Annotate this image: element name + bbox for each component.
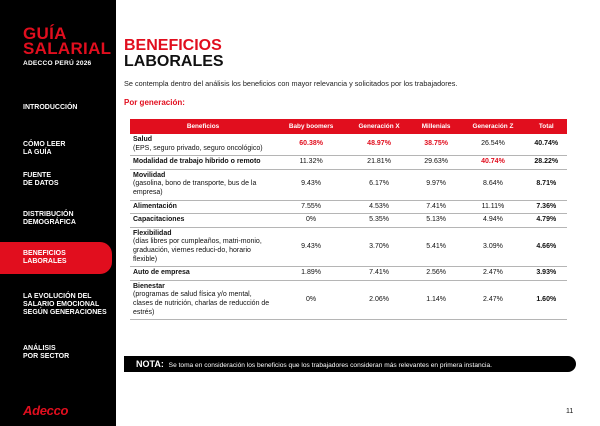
benefit-name: Modalidad de trabajo híbrido o remoto (133, 158, 261, 166)
page-title (124, 38, 224, 70)
page-number: 11 (566, 408, 574, 415)
benefit-cell (130, 227, 276, 266)
benefit-name: Auto de empresa (133, 269, 190, 277)
value-cell: 11.11% (460, 200, 525, 214)
nav-label: ANÁLISIS (23, 345, 56, 352)
total-cell: 4.66% (526, 227, 567, 266)
nav-label: SALARIO EMOCIONAL (23, 301, 100, 308)
total-cell: 4.79% (526, 214, 567, 228)
value-cell: 38.75% (412, 134, 460, 156)
value-cell: 1.14% (412, 280, 460, 319)
value-cell: 9.43% (276, 227, 346, 266)
benefit-name: Flexibilidad (133, 229, 172, 237)
nav-label: DEMOGRÁFICA (23, 219, 76, 226)
total-cell: 3.93% (526, 267, 567, 281)
column-header: Generación Z (460, 119, 525, 134)
adecco-logo: Adecco (23, 403, 69, 418)
benefit-description: (programas de salud física y/o mental, clases de nutrición, charlas de reducción de estrés) (133, 291, 270, 316)
value-cell: 26.54% (460, 134, 525, 156)
page-title-line1: BENEFICIOS (124, 37, 222, 54)
nav-label: INTRODUCCIÓN (23, 104, 78, 111)
nav-item-introduccion[interactable] (23, 104, 116, 112)
table-row (130, 214, 567, 228)
benefit-cell (130, 169, 276, 200)
value-cell: 5.13% (412, 214, 460, 228)
benefit-name: Alimentación (133, 202, 177, 210)
value-cell: 9.43% (276, 169, 346, 200)
value-cell: 11.32% (276, 156, 346, 170)
section-subheading: Por generación: (124, 98, 185, 107)
value-cell: 2.47% (460, 267, 525, 281)
value-cell: 48.97% (346, 134, 412, 156)
value-cell: 0% (276, 280, 346, 319)
value-cell: 1.89% (276, 267, 346, 281)
table-row (130, 200, 567, 214)
value-cell: 7.41% (346, 267, 412, 281)
nav-label: LABORALES (23, 258, 67, 265)
value-cell: 3.09% (460, 227, 525, 266)
total-cell: 28.22% (526, 156, 567, 170)
nav-item-distribucion[interactable] (23, 211, 116, 227)
value-cell: 5.41% (412, 227, 460, 266)
guide-subtitle: ADECCO PERÚ 2026 (23, 60, 92, 67)
nav-item-analisis-sector[interactable] (23, 345, 116, 361)
nav-label: SEGÚN GENERACIONES (23, 309, 107, 316)
benefit-name: Salud (133, 136, 153, 143)
column-header: Millenials (412, 119, 460, 134)
benefit-cell (130, 200, 276, 214)
nav-item-beneficios-active[interactable] (0, 242, 112, 274)
note-banner (124, 356, 576, 372)
intro-text: Se contempla dentro del análisis los beneficios con mayor relevancia y solicitados por los trabajadores. (124, 79, 458, 88)
value-cell: 40.74% (460, 156, 525, 170)
benefit-name: Bienestar (133, 282, 165, 290)
value-cell: 4.94% (460, 214, 525, 228)
benefit-name: Movilidad (133, 171, 166, 179)
value-cell: 7.41% (412, 200, 460, 214)
benefit-cell (130, 267, 276, 281)
nav-label: BENEFICIOS (23, 250, 66, 257)
column-header: Total (526, 119, 567, 134)
value-cell: 4.53% (346, 200, 412, 214)
page-title-line2: LABORALES (124, 53, 224, 70)
value-cell: 60.38% (276, 134, 346, 156)
nav-label: CÓMO LEER (23, 141, 66, 148)
nav-item-fuente-datos[interactable] (23, 172, 116, 188)
benefit-name: Capacitaciones (133, 216, 185, 224)
nav-label: FUENTE (23, 172, 51, 179)
benefit-cell (130, 134, 276, 156)
value-cell: 9.97% (412, 169, 460, 200)
guide-title-line2: SALARIAL (23, 39, 112, 58)
note-label: NOTA: (136, 359, 164, 369)
benefit-description: (días libres por cumpleaños, matri-monio, graduación, viernes reduci-do, horario flexible) (133, 238, 262, 263)
value-cell: 6.17% (346, 169, 412, 200)
note-text: Se toma en consideración los beneficios que los trabajadores consideran más relevantes en primera instancia. (168, 362, 492, 369)
table-row (130, 267, 567, 281)
column-header: Baby boomers (276, 119, 346, 134)
value-cell: 2.06% (346, 280, 412, 319)
value-cell: 5.35% (346, 214, 412, 228)
benefit-cell (130, 280, 276, 319)
benefit-cell (130, 156, 276, 170)
nav-label: DE DATOS (23, 180, 59, 187)
value-cell: 0% (276, 214, 346, 228)
sidebar (0, 0, 116, 426)
value-cell: 29.63% (412, 156, 460, 170)
column-header: Beneficios (130, 119, 276, 134)
value-cell: 3.70% (346, 227, 412, 266)
value-cell: 21.81% (346, 156, 412, 170)
benefit-description: (gasolina, bono de transporte, bus de la empresa) (133, 180, 257, 196)
benefit-cell (130, 214, 276, 228)
table-header-row (130, 119, 567, 134)
value-cell: 2.56% (412, 267, 460, 281)
total-cell: 8.71% (526, 169, 567, 200)
nav-label: LA GUÍA (23, 149, 52, 156)
value-cell: 2.47% (460, 280, 525, 319)
total-cell: 40.74% (526, 134, 567, 156)
benefits-table (130, 119, 567, 320)
value-cell: 7.55% (276, 200, 346, 214)
table-row (130, 156, 567, 170)
guide-title (23, 26, 111, 56)
total-cell: 1.60% (526, 280, 567, 319)
table-row (130, 280, 567, 319)
nav-label: DISTRIBUCIÓN (23, 211, 74, 218)
total-cell: 7.36% (526, 200, 567, 214)
nav-label: LA EVOLUCIÓN DEL (23, 293, 92, 300)
table-row (130, 227, 567, 266)
nav-item-como-leer[interactable] (23, 141, 116, 157)
table-row (130, 134, 567, 156)
nav-item-evolucion[interactable] (23, 293, 116, 317)
table-row (130, 169, 567, 200)
benefit-description: (EPS, seguro privado, seguro oncológico) (133, 144, 263, 152)
nav-label: POR SECTOR (23, 353, 70, 360)
guide-title-line1: GUÍA (23, 24, 67, 43)
column-header: Generación X (346, 119, 412, 134)
value-cell: 8.64% (460, 169, 525, 200)
